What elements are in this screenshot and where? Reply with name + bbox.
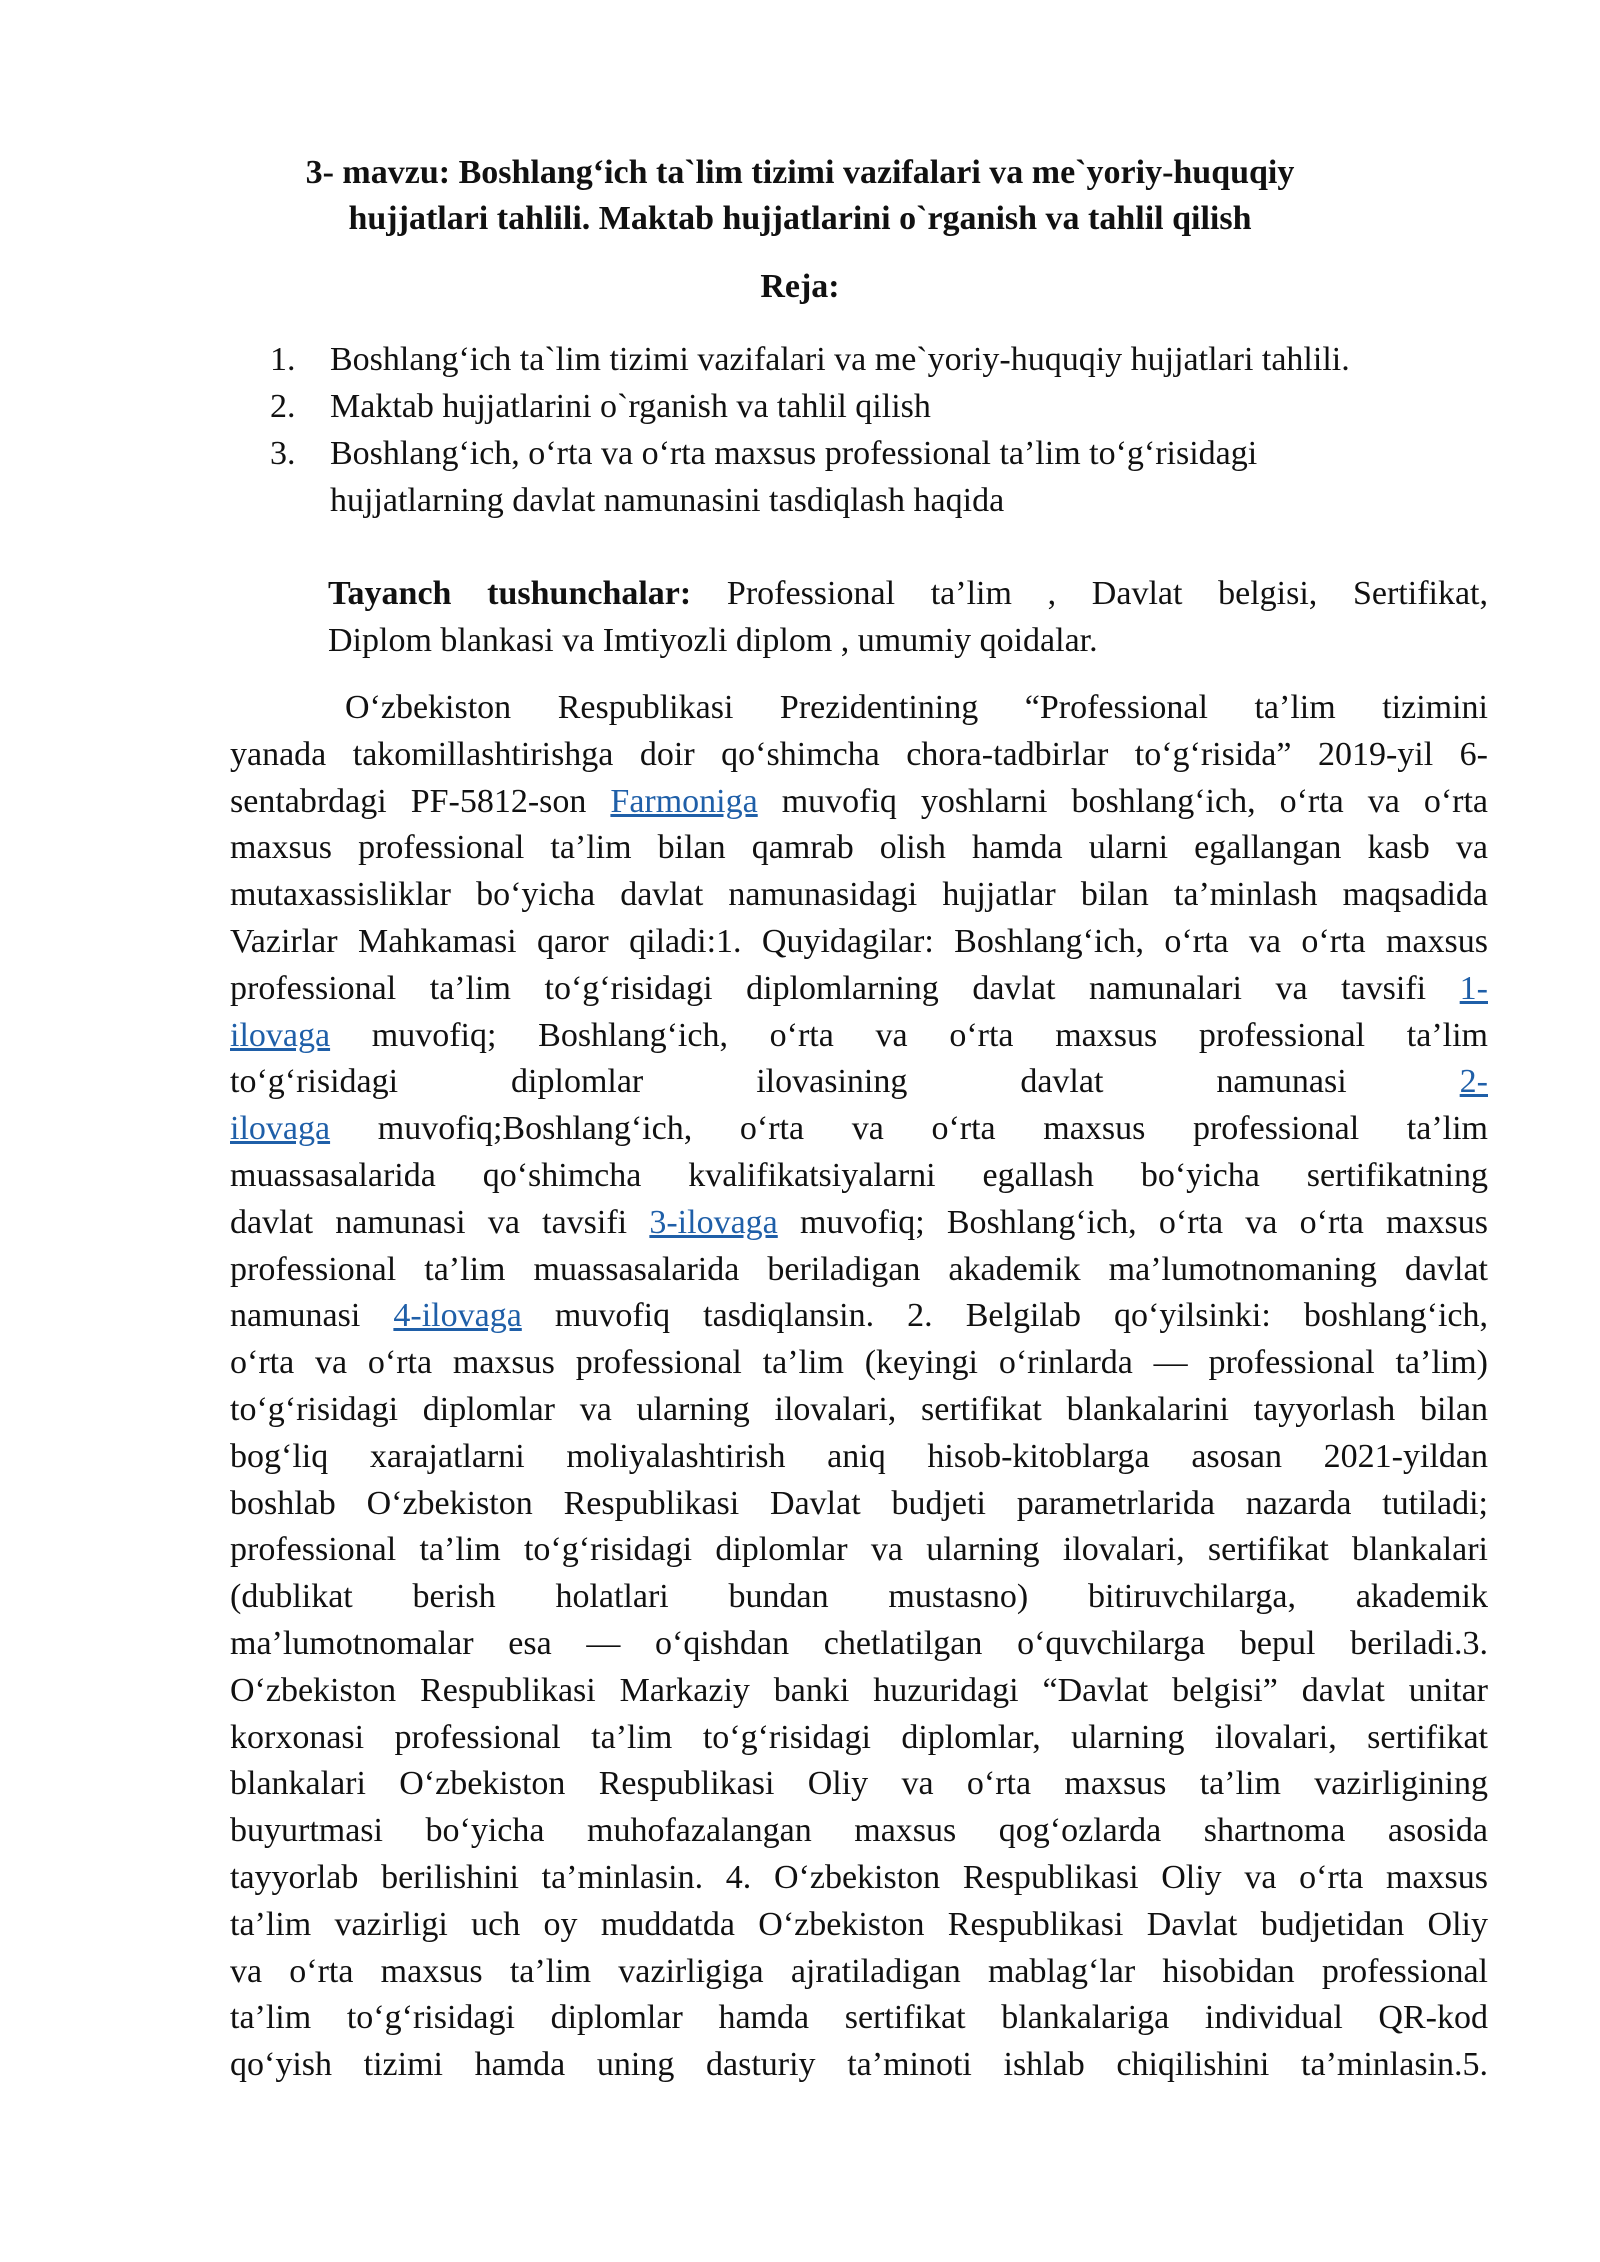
body-line: O‘zbekiston Respublikasi Markaziy banki huzuridagi “Davlat belgisi” davlat unitar xyxy=(230,1671,1488,1709)
body-line: Vazirlar Mahkamasi qaror qiladi:1. Quyidagilar: Boshlang‘ich, o‘rta va o‘rta maxsus xyxy=(230,922,1488,960)
plan-list xyxy=(270,336,1500,524)
body-line: qo‘yish tizimi hamda uning dasturiy ta’minoti ishlab chiqilishini ta’minlasin.5. xyxy=(230,2046,1488,2084)
body-line: professional ta’lim muassasalarida beriladigan akademik ma’lumotnomaning davlat xyxy=(230,1250,1488,1288)
plan-item xyxy=(270,430,1500,524)
body-line: bog‘liq xarajatlarni moliyalashtirish aniq hisob-kitoblarga asosan 2021-yildan xyxy=(230,1437,1488,1475)
plan-item-text: Boshlang‘ich, o‘rta va o‘rta maxsus professional ta’lim to‘g‘risidagi xyxy=(330,435,1258,472)
key-concepts-line xyxy=(328,570,1488,617)
body-line: ma’lumotnomalar esa — o‘qishdan chetlatilgan o‘quvchilarga bepul beriladi.3. xyxy=(230,1624,1488,1662)
body-line-text: sentabrdagi PF-5812-son xyxy=(230,782,587,820)
body-line: ta’lim vazirligi uch oy muddatda O‘zbekiston Respublikasi Davlat budjetidan Oliy xyxy=(230,1905,1488,1943)
body-line xyxy=(230,1200,1488,1247)
body-line-text: muvofiq; Boshlang‘ich, o‘rta va o‘rta maxsus professional ta’lim xyxy=(371,1016,1488,1054)
body-line xyxy=(230,1293,1488,1340)
key-concepts xyxy=(328,570,1488,664)
ilova-2-link[interactable]: ilovaga xyxy=(230,1110,331,1148)
key-concepts-label: Tayanch tushunchalar: xyxy=(328,575,692,612)
body-line: ta’lim to‘g‘risidagi diplomlar hamda sertifikat blankalariga individual QR-kod xyxy=(230,1999,1488,2037)
body-line-text: muvofiq tasdiqlansin. 2. Belgilab qo‘yilsinki: boshlang‘ich, xyxy=(554,1297,1488,1335)
body-line: buyurtmasi bo‘yicha muhofazalangan maxsus qog‘ozlarda shartnoma asosida xyxy=(230,1812,1488,1850)
body-line: (dublikat berish holatlari bundan mustasno) bitiruvchilarga, akademik xyxy=(230,1578,1488,1616)
plan-item-text: Maktab hujjatlarini o`rganish va tahlil qilish xyxy=(330,388,931,425)
body-line xyxy=(230,1059,1488,1106)
farmon-link[interactable]: Farmoniga xyxy=(610,782,758,820)
title-line-2: hujjatlari tahlili. Maktab hujjatlarini o`rganish va tahlil qilish xyxy=(348,200,1252,237)
title-line-1: 3- mavzu: Boshlang‘ich ta`lim tizimi vazifalari va me`yoriy-huquqiy xyxy=(305,154,1295,191)
body-line: va o‘rta maxsus ta’lim vazirligiga ajratiladigan mablag‘lar hisobidan professional xyxy=(230,1952,1488,1990)
key-concepts-text: Professional ta’lim , Davlat belgisi, Sertifikat, xyxy=(726,575,1489,612)
body-line: tayyorlab berilishini ta’minlasin. 4. O‘zbekiston Respublikasi Oliy va o‘rta maxsus xyxy=(230,1858,1488,1896)
page-title xyxy=(230,150,1370,242)
body-line xyxy=(230,779,1488,826)
body-line: maxsus professional ta’lim bilan qamrab olish hamda ularni egallangan kasb va xyxy=(230,829,1488,867)
body-line: boshlab O‘zbekiston Respublikasi Davlat budjeti parametrlarida nazarda tutiladi; xyxy=(230,1484,1488,1522)
plan-item-text: hujjatlarning davlat namunasini tasdiqlash haqida xyxy=(330,482,1005,519)
body-line: yanada takomillashtirishga doir qo‘shimcha chora-tadbirlar to‘g‘risida” 2019-yil 6- xyxy=(230,735,1488,773)
body-line-text: namunasi xyxy=(230,1297,361,1335)
body-line: korxonasi professional ta’lim to‘g‘risidagi diplomlar, ularning ilovalari, sertifikat xyxy=(230,1718,1488,1756)
body-line-text: to‘g‘risidagi diplomlar ilovasining davlat namunasi xyxy=(230,1063,1347,1101)
plan-heading: Reja: xyxy=(760,268,840,305)
body-line: muassasalarida qo‘shimcha kvalifikatsiyalarni egallash bo‘yicha sertifikatning xyxy=(230,1156,1488,1194)
body-paragraph xyxy=(230,685,1488,2089)
body-line: to‘g‘risidagi diplomlar va ularning ilovalari, sertifikat blankalarini tayyorlash bilan xyxy=(230,1390,1488,1428)
ilova-2-link[interactable]: 2- xyxy=(1459,1063,1488,1101)
body-line: mutaxassisliklar bo‘yicha davlat namunasidagi hujjatlar bilan ta’minlash maqsadida xyxy=(230,876,1488,914)
ilova-3-link[interactable]: 3-ilovaga xyxy=(649,1203,778,1241)
body-line xyxy=(230,1013,1488,1060)
ilova-4-link[interactable]: 4-ilovaga xyxy=(393,1297,522,1335)
plan-item-number: 2. xyxy=(270,388,296,425)
body-line xyxy=(230,1106,1488,1153)
body-line-text: muvofiq; Boshlang‘ich, o‘rta va o‘rta maxsus xyxy=(800,1203,1488,1241)
body-line-text: muvofiq;Boshlang‘ich, o‘rta va o‘rta maxsus professional ta’lim xyxy=(377,1110,1488,1148)
body-line-text: professional ta’lim to‘g‘risidagi diplomlarning davlat namunalari va tavsifi xyxy=(230,969,1427,1007)
plan-item-number: 1. xyxy=(270,341,296,378)
body-line: O‘zbekiston Respublikasi Prezidentining “Professional ta’lim tizimini xyxy=(345,689,1488,726)
body-line xyxy=(230,966,1488,1013)
key-concepts-line: Diplom blankasi va Imtiyozli diplom , umumiy qoidalar. xyxy=(328,622,1098,659)
plan-item-number: 3. xyxy=(270,435,296,472)
ilova-1-link[interactable]: 1- xyxy=(1459,969,1488,1007)
body-line: o‘rta va o‘rta maxsus professional ta’lim (keyingi o‘rinlarda — professional ta’lim) xyxy=(230,1344,1488,1382)
body-line-text: davlat namunasi va tavsifi xyxy=(230,1203,628,1241)
body-line: blankalari O‘zbekiston Respublikasi Oliy va o‘rta maxsus ta’lim vazirligining xyxy=(230,1765,1488,1803)
plan-item xyxy=(270,383,1500,430)
ilova-1-link[interactable]: ilovaga xyxy=(230,1016,331,1054)
plan-item xyxy=(270,336,1500,383)
body-line-text: muvofiq yoshlarni boshlang‘ich, o‘rta va o‘rta xyxy=(781,782,1488,820)
plan-item-text: Boshlang‘ich ta`lim tizimi vazifalari va me`yoriy-huquqiy hujjatlari tahlili. xyxy=(330,341,1350,378)
body-line: professional ta’lim to‘g‘risidagi diplomlar va ularning ilovalari, sertifikat blankalari xyxy=(230,1531,1488,1569)
